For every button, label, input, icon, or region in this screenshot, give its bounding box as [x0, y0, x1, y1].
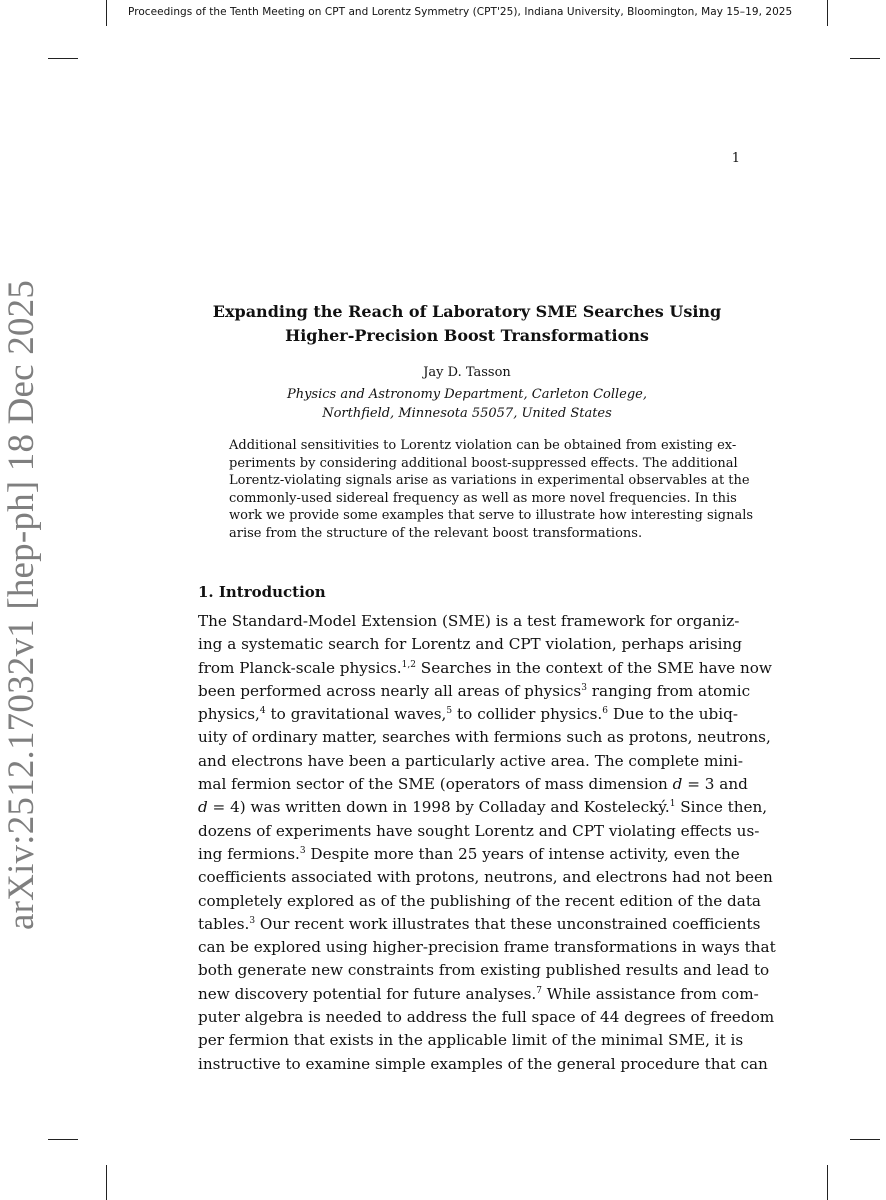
body-line	[198, 680, 751, 703]
citation-ref: 4	[259, 706, 266, 717]
body-text-run: Due to the ubiq-	[607, 705, 738, 724]
citation-ref: 3	[299, 845, 306, 856]
crop-mark-bottom-right-vertical	[827, 1165, 828, 1200]
math-variable-d: d	[198, 798, 208, 817]
body-line: puter algebra is needed to address the full space of 44 degrees of freedom	[198, 1008, 775, 1027]
body-line	[198, 657, 772, 680]
proceedings-header: Proceedings of the Tenth Meeting on CPT and Lorentz Symmetry (CPT'25), Indiana University, Bloomington, May 15–19, 2025	[128, 6, 793, 18]
crop-mark-top-left-vertical	[106, 0, 107, 26]
crop-mark-bottom-left-horizontal	[48, 1139, 78, 1140]
body-text-run: tables.	[198, 914, 250, 933]
citation-ref: 3	[581, 682, 587, 693]
body-line	[198, 843, 738, 866]
abstract-line: work we provide some examples that serve to illustrate how interesting signals	[229, 508, 754, 524]
body-text-run: from Planck-scale physics.	[198, 658, 402, 677]
body-line: dozens of experiments have sought Lorentz and CPT violating effects us-	[198, 821, 760, 840]
body-text-run: ing fermions.	[198, 844, 300, 863]
crop-mark-bottom-left-vertical	[106, 1165, 107, 1200]
crop-mark-top-right-vertical	[827, 0, 828, 26]
page-number: 1	[731, 151, 740, 166]
body-text-run: physics,	[198, 705, 260, 724]
abstract-line: Additional sensitivities to Lorentz violation can be obtained from existing ex-	[229, 438, 737, 453]
body-text-run: to gravitational waves,	[265, 705, 447, 724]
body-line: can be explored using higher-precision frame transformations in ways that	[198, 938, 776, 957]
body-line: and electrons have been a particularly active area. The complete mini-	[198, 751, 743, 770]
citation-ref: 6	[602, 706, 608, 717]
title-line-1: Expanding the Reach of Laboratory SME Searches Using	[212, 302, 722, 321]
author-name: Jay D. Tasson	[423, 365, 511, 380]
body-line	[198, 913, 761, 936]
abstract-line: commonly-used sidereal frequency as well as more novel frequencies. In this	[229, 490, 737, 506]
body-line: per fermion that exists in the applicable limit of the minimal SME, it is	[198, 1031, 744, 1050]
introduction-paragraph	[198, 610, 776, 1076]
abstract-line: Lorentz-violating signals arise as variations in experimental observables at the	[229, 473, 750, 489]
author-affiliation	[196, 385, 738, 423]
crop-mark-bottom-right-horizontal	[850, 1139, 880, 1140]
body-line: The Standard-Model Extension (SME) is a test framework for organiz-	[198, 612, 740, 630]
body-line: instructive to examine simple examples of the general procedure that can	[198, 1054, 768, 1073]
affiliation-line-1: Physics and Astronomy Department, Carleton College,	[286, 387, 648, 402]
body-line	[198, 703, 738, 726]
body-line	[198, 796, 768, 819]
body-text-run: ranging from atomic	[586, 681, 751, 700]
citation-ref: 1,2	[401, 659, 416, 670]
crop-mark-top-left-horizontal	[48, 58, 78, 59]
crop-mark-top-right-horizontal	[850, 58, 880, 59]
body-text-run: to collider physics.	[452, 705, 603, 724]
body-text-run: Since then,	[675, 798, 768, 817]
body-text-run: Our recent work illustrates that these unconstrained coefficients	[255, 914, 761, 933]
abstract	[229, 437, 754, 543]
body-text-run: = 4) was written down in 1998 by Colladay and Kostelecký.	[207, 798, 670, 817]
body-text-run: = 3 and	[682, 775, 748, 794]
math-variable-d: d	[672, 775, 683, 794]
body-text-run: been performed across nearly all areas of physics	[198, 681, 582, 700]
arxiv-identifier-stamp: arXiv:2512.17032v1 [hep-ph] 18 Dec 2025	[1, 279, 42, 930]
body-line: both generate new constraints from existing published results and lead to	[198, 961, 770, 980]
body-line: uity of ordinary matter, searches with fermions such as protons, neutrons,	[198, 728, 771, 747]
body-line: coefficients associated with protons, neutrons, and electrons had not been	[198, 868, 773, 887]
body-line	[198, 773, 748, 796]
citation-ref: 7	[536, 985, 542, 996]
abstract-line: periments by considering additional boost-suppressed effects. The additional	[229, 455, 738, 471]
body-text-run: While assistance from com-	[541, 984, 759, 1003]
body-text-run: new discovery potential for future analyses.	[198, 984, 537, 1003]
affiliation-line-2: Northfield, Minnesota 55057, United States	[322, 406, 612, 421]
title-line-2: Higher-Precision Boost Transformations	[285, 326, 649, 345]
citation-ref: 1	[669, 799, 676, 810]
body-text-run: Despite more than 25 years of intense activity, even the	[305, 844, 740, 863]
abstract-line: arise from the structure of the relevant boost transformations.	[229, 525, 643, 541]
citation-ref: 3	[249, 915, 256, 926]
body-line: ing a systematic search for Lorentz and CPT violation, perhaps arising	[198, 635, 743, 654]
section-heading-introduction: 1. Introduction	[198, 583, 326, 601]
paper-title	[196, 300, 738, 348]
body-line	[198, 983, 759, 1006]
body-text-run: mal fermion sector of the SME (operators of mass dimension	[198, 775, 673, 794]
citation-ref: 5	[446, 706, 453, 717]
body-line: completely explored as of the publishing of the recent edition of the data	[198, 891, 761, 910]
body-text-run: Searches in the context of the SME have now	[415, 658, 772, 677]
